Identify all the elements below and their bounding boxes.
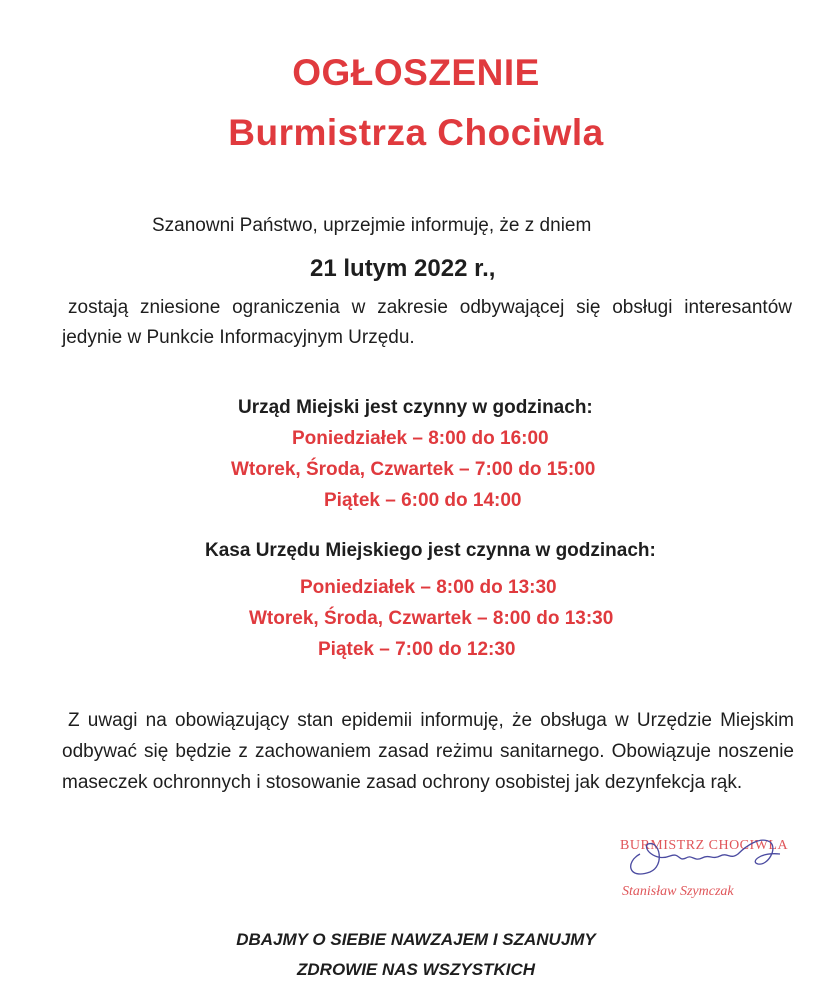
closing-line2: ZDROWIE NAS WSZYSTKICH [297,960,535,979]
intro-text: Szanowni Państwo, uprzejmie informuję, że z dniem [152,215,592,236]
cashier-hours-monday: Poniedziałek – 8:00 do 13:30 [300,577,557,598]
cashier-hours-heading: Kasa Urzędu Miejskiego jest czynna w godzinach: [205,540,656,561]
signatory-name: Stanisław Szymczak [622,884,734,899]
handwritten-signature-icon [620,832,790,882]
paragraph-restrictions: zostają zniesione ograniczenia w zakresie odbywającej się obsługi interesantów jedynie w Punkcie Informacyjnym Urzędu. [62,297,792,348]
signature-block [610,832,810,912]
paragraph-sanitary: Z uwagi na obowiązujący stan epidemii informuję, że obsługa w Urzędzie Miejskim odbywać się będzie z zachowaniem zasad reżimu sanitarnego. Obowiązuje noszenie maseczek ochronnych i stosowanie zasad ochrony osobistej jak dezynfekcja rąk. [62,710,794,793]
cashier-hours-tue-thu: Wtorek, Środa, Czwartek – 8:00 do 13:30 [249,608,614,629]
stamp-title: BURMISTRZ CHOCIWLA [620,838,789,853]
office-hours-tue-thu: Wtorek, Środa, Czwartek – 7:00 do 15:00 [231,459,596,480]
closing-line1: DBAJMY O SIEBIE NAWZAJEM I SZANUJMY [236,930,596,949]
title-line2: Burmistrza Chociwla [228,112,604,153]
effective-date: 21 lutym 2022 r., [310,255,496,282]
cashier-hours-friday: Piątek – 7:00 do 12:30 [318,639,516,660]
title-line1: OGŁOSZENIE [292,52,540,93]
office-hours-heading: Urząd Miejski jest czynny w godzinach: [238,397,593,418]
office-hours-friday: Piątek – 6:00 do 14:00 [324,490,522,511]
office-hours-monday: Poniedziałek – 8:00 do 16:00 [292,428,549,449]
